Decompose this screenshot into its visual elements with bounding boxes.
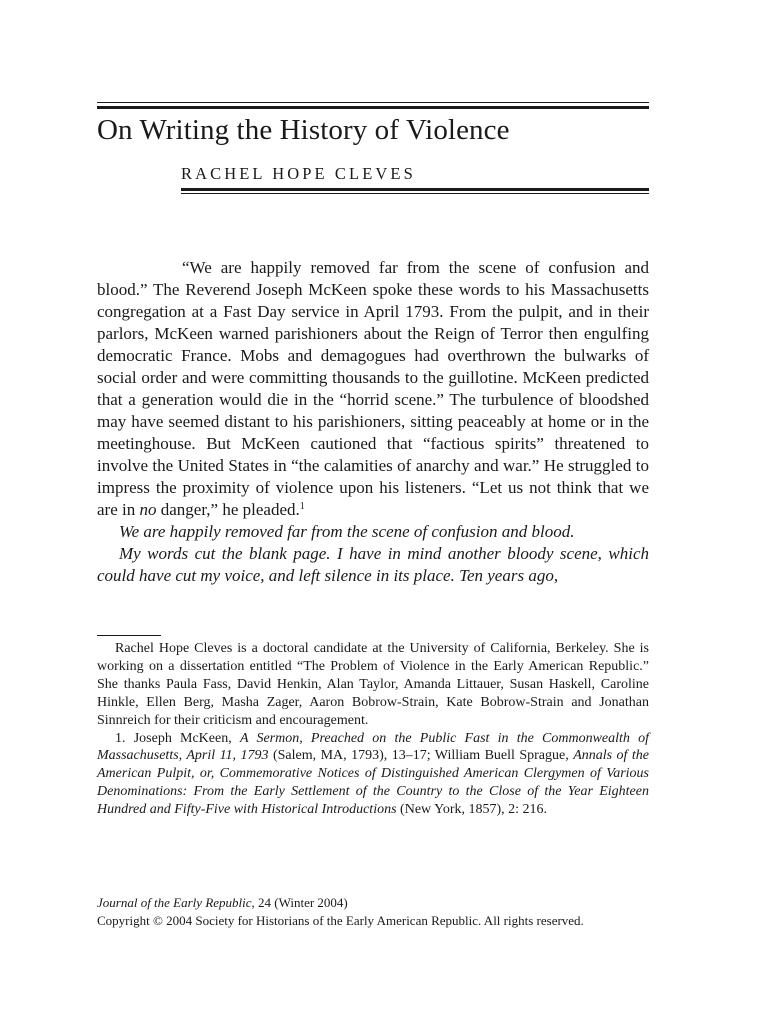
author-double-rule [181,188,649,196]
journal-issue: , 24 (Winter 2004) [251,895,348,910]
footnote-marker: 1 [299,501,305,512]
body-emphasis: no [139,500,157,519]
journal-name: Journal of the Early Republic [97,895,252,910]
article-title: On Writing the History of Violence [97,114,510,146]
body-paragraph-1 [97,257,649,521]
footnote-text-run: (New York, 1857), 2: 216. [396,802,548,818]
footnote-separator [97,635,161,636]
footnote-text-run: (Salem, MA, 1793), 13–17; William Buell Sprague, [268,748,574,764]
journal-citation [97,894,649,912]
footnotes [97,640,649,819]
author-footnote: Rachel Hope Cleves is a doctoral candidate at the University of California, Berkeley. She is working on a dissertation entitled “The Problem of Violence in the Early American Republic.” She thanks Paula Fass, David Henkin, Alan Taylor, Amanda Littauer, Susan Haskell, Caroline Hinkle, Ellen Berg, Masha Zager, Aaron Bobrow-Strain, Kate Bobrow-Strain and Jonathan Sinnreich for their criticism and encouragement. [97,641,649,728]
footnote-book-title: Annals of the American Pulpit, or, Commemorative Notices of Distinguished American Clergymen of Various Denominations: From the Early Settlement of the Country to the Close of the Year Eighteen Hundred and Fifty-Five with Historical Introductions [97,748,649,818]
copyright-line: Copyright © 2004 Society for Historians of the Early American Republic. All rights reserved. [97,913,584,928]
header-thick-rule [97,106,649,109]
author-thin-rule [181,193,649,194]
journal-info [97,894,649,930]
body-paragraph-2: We are happily removed far from the scene of confusion and blood. [119,522,575,541]
body-text-run: “We are happily removed far from the scene of confusion and blood.” The Reverend Joseph McKeen spoke these words to his Massachusetts congregation at a Fast Day service in April 1793. From the pulpit, and in their parlors, McKeen warned parishioners about the Reign of Terror then engulfing democratic France. Mobs and demagogues had overthrown the bulwarks of social order and were committing thousands to the guillotine. McKeen predicted that a generation would die in the “horrid scene.” The turbulence of bloodshed may have seemed distant to his parishioners, sitting peaceably at home or in the meetinghouse. But McKeen cautioned that “factious spirits” threatened to involve the United States in “the calamities of anarchy and war.” He struggled to impress the proximity of violence upon his listeners. “Let us not think that we are in [97,258,649,519]
body-text-run: danger,” he pleaded. [156,500,300,519]
header-double-rule [97,102,649,110]
footnote-1 [97,730,649,820]
header-thin-rule [97,102,649,103]
article-author: RACHEL HOPE CLEVES [181,164,416,183]
author-thick-rule [181,188,649,191]
article-body [97,257,649,587]
footnote-text-run: 1. Joseph McKeen, [115,730,240,746]
body-paragraph-3: My words cut the blank page. I have in mind another bloody scene, which could have cut my voice, and left silence in its place. Ten years ago, [97,544,649,585]
footnote-book-title: A Sermon, Preached on the Public Fast in the Commonwealth of Massachusetts, April 11, 1793 [97,730,649,764]
